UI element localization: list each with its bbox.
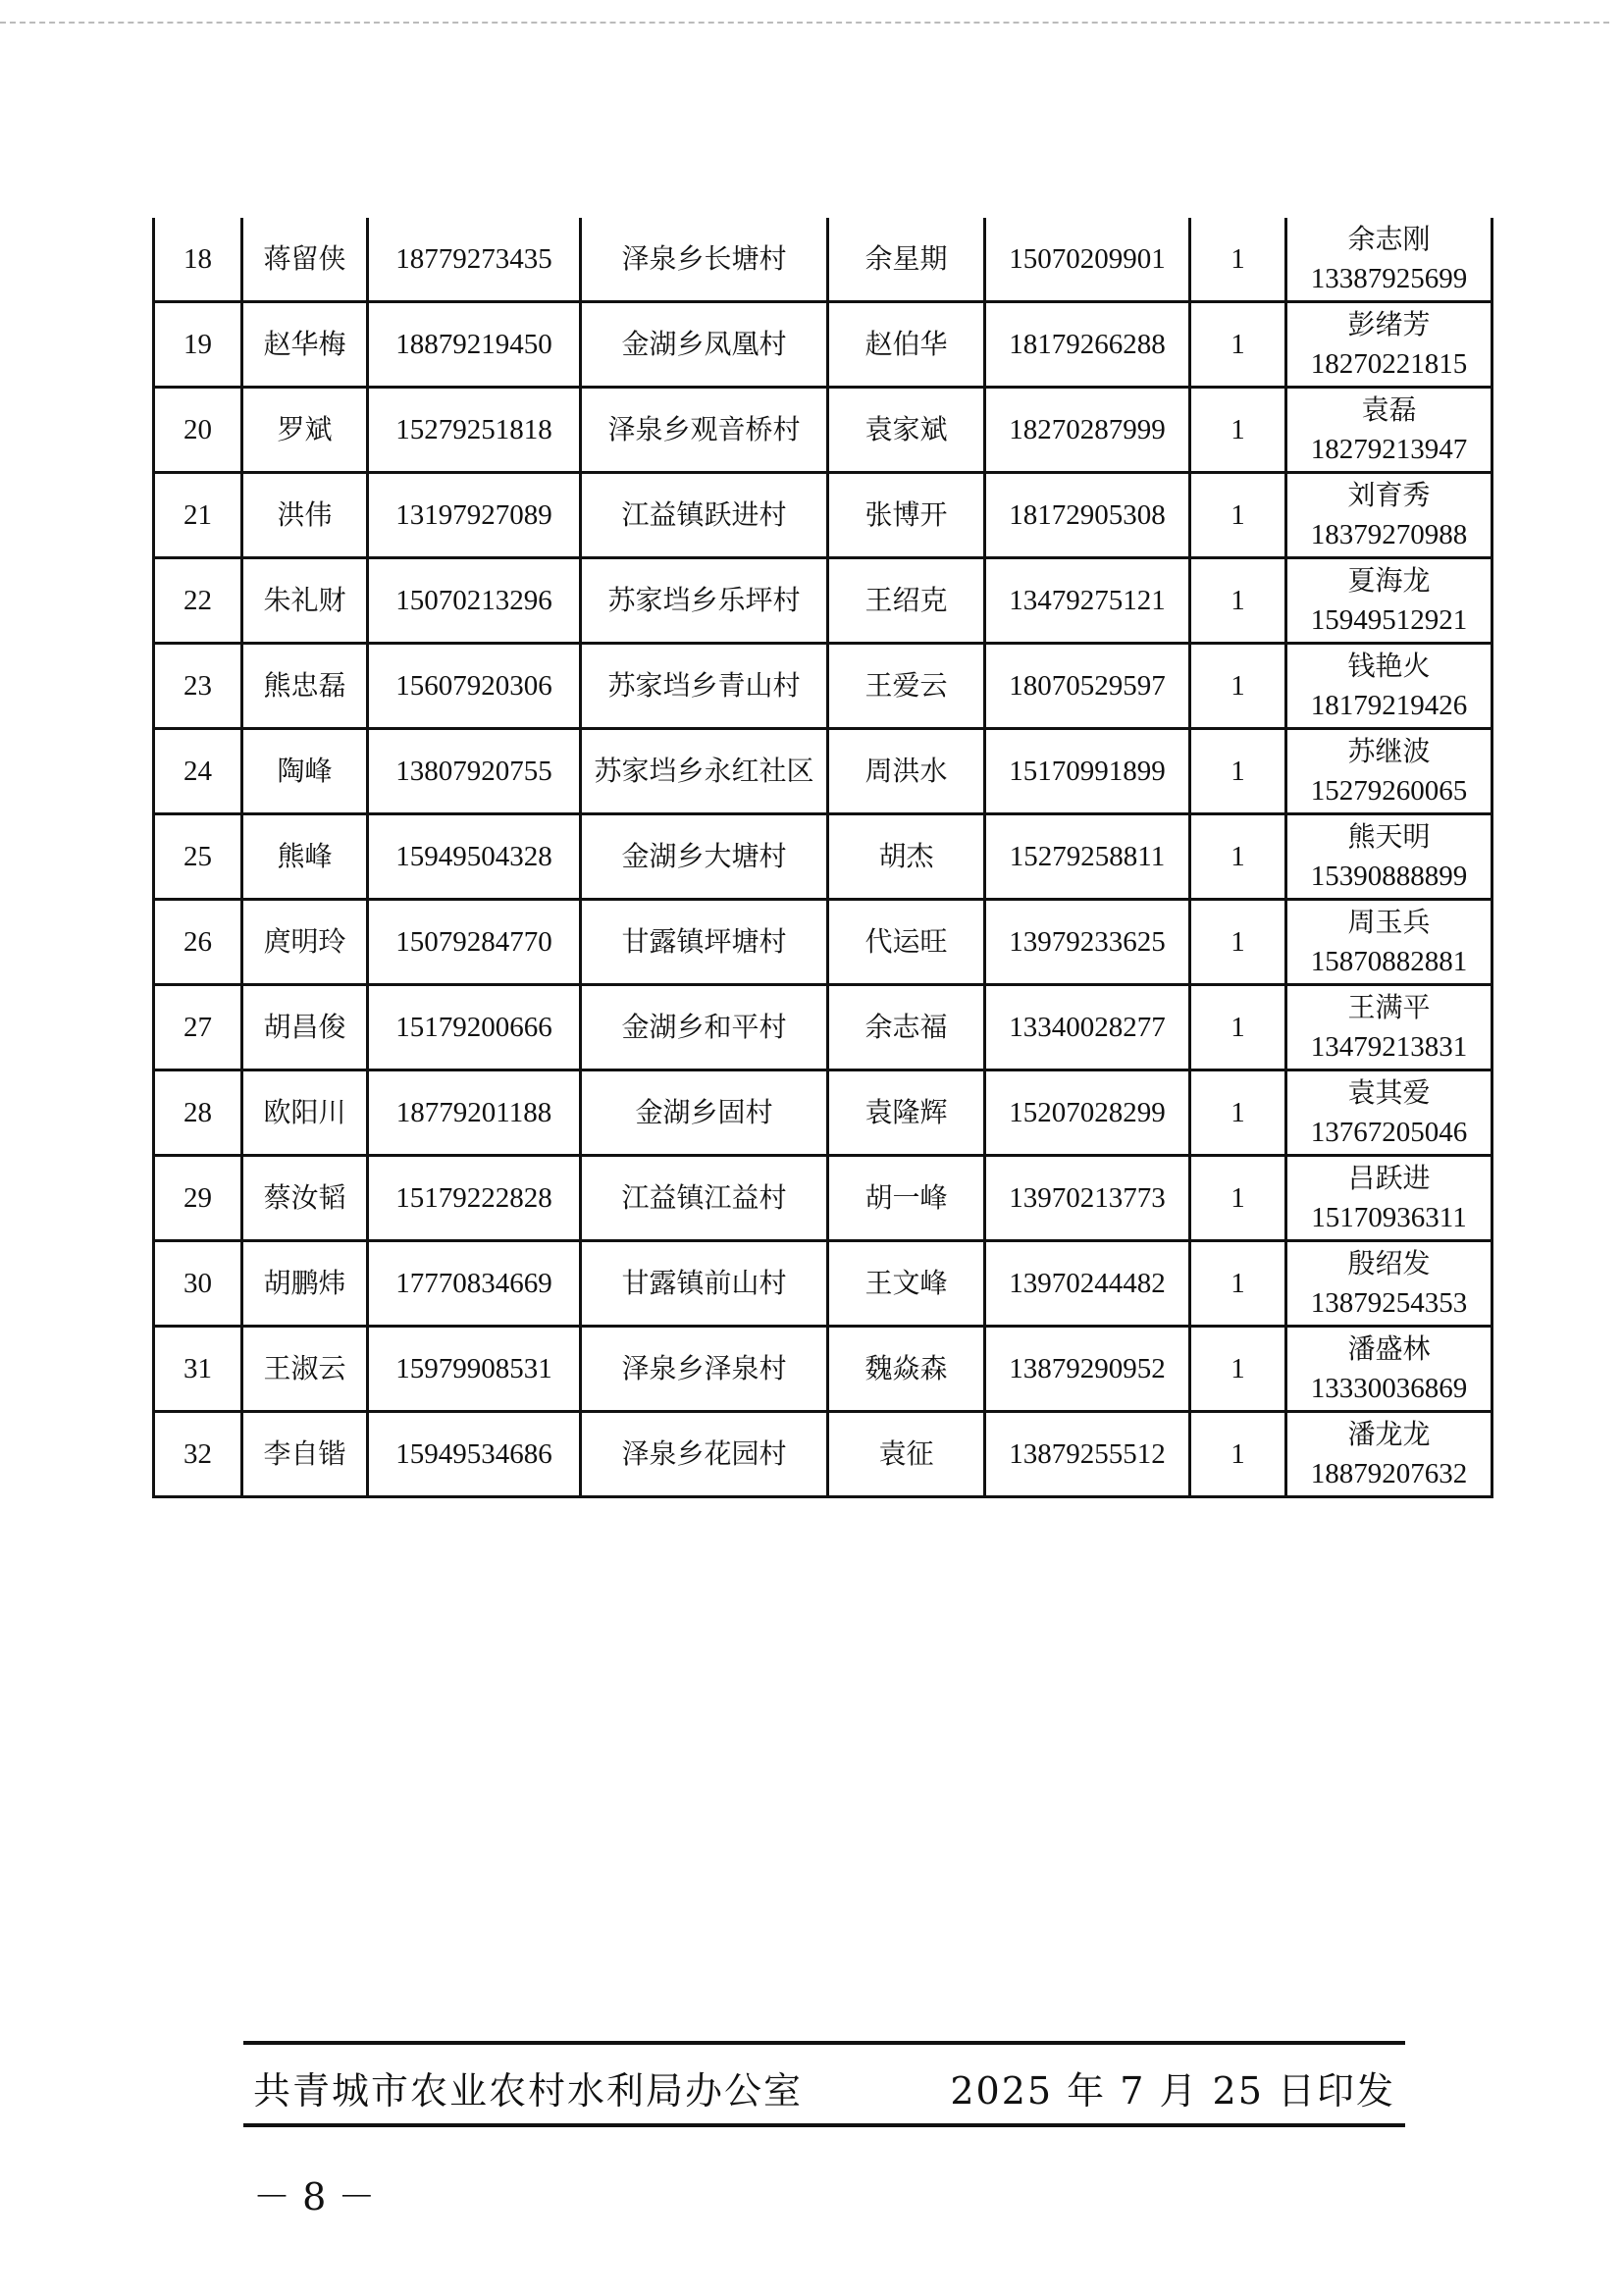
- supervisor-cell: [1286, 985, 1492, 1070]
- supervisor-cell: [1286, 729, 1492, 814]
- supervisor-phone: 15949512921: [1310, 604, 1468, 636]
- count-cell: 1: [1190, 388, 1286, 473]
- supervisor-phone: 15170936311: [1311, 1202, 1467, 1233]
- supervisor-name: 余志刚: [1347, 223, 1431, 255]
- supervisor-name: 钱艳火: [1347, 650, 1431, 682]
- row-number-cell: 20: [154, 388, 242, 473]
- count-cell: 1: [1190, 1070, 1286, 1156]
- supervisor-name: 袁其爱: [1347, 1076, 1431, 1109]
- row-number-cell: 18: [154, 218, 242, 302]
- name-cell: 朱礼财: [242, 558, 368, 644]
- count-cell: 1: [1190, 1327, 1286, 1412]
- supervisor-phone: 13330036869: [1310, 1373, 1468, 1404]
- phone-cell: 15949534686: [368, 1412, 581, 1497]
- table-row: [154, 473, 1492, 558]
- contact-name-cell: 余星期: [828, 218, 985, 302]
- village-cell: 泽泉乡泽泉村: [581, 1327, 828, 1412]
- table-row: [154, 1070, 1492, 1156]
- phone-cell: 18779273435: [368, 218, 581, 302]
- contact-phone-cell: 13979233625: [985, 900, 1190, 985]
- table-row: [154, 1412, 1492, 1497]
- supervisor-name: 王满平: [1347, 991, 1431, 1023]
- supervisor-phone: 13479213831: [1310, 1031, 1468, 1063]
- row-number-cell: 26: [154, 900, 242, 985]
- count-cell: 1: [1190, 473, 1286, 558]
- contact-name-cell: 王文峰: [828, 1241, 985, 1327]
- contact-phone-cell: 18179266288: [985, 302, 1190, 388]
- row-number-cell: 32: [154, 1412, 242, 1497]
- name-cell: 李自锴: [242, 1412, 368, 1497]
- count-cell: 1: [1190, 1241, 1286, 1327]
- contact-phone-cell: 13970244482: [985, 1241, 1190, 1327]
- supervisor-name: 袁磊: [1361, 393, 1417, 426]
- supervisor-name: 彭绪芳: [1347, 308, 1431, 340]
- name-cell: 欧阳川: [242, 1070, 368, 1156]
- contact-name-cell: 袁家斌: [828, 388, 985, 473]
- row-number-cell: 21: [154, 473, 242, 558]
- issue-date: 2025 年 7 月 25 日印发: [950, 2069, 1395, 2113]
- contact-phone-cell: 13970213773: [985, 1156, 1190, 1241]
- table-row: [154, 729, 1492, 814]
- count-cell: 1: [1190, 900, 1286, 985]
- village-cell: 甘露镇前山村: [581, 1241, 828, 1327]
- name-cell: 胡昌俊: [242, 985, 368, 1070]
- row-number-cell: 28: [154, 1070, 242, 1156]
- supervisor-phone: 15279260065: [1310, 775, 1468, 807]
- name-cell: 赵华梅: [242, 302, 368, 388]
- count-cell: 1: [1190, 644, 1286, 729]
- count-cell: 1: [1190, 729, 1286, 814]
- supervisor-name: 潘龙龙: [1347, 1418, 1431, 1450]
- row-number-cell: 19: [154, 302, 242, 388]
- count-cell: 1: [1190, 302, 1286, 388]
- count-cell: 1: [1190, 218, 1286, 302]
- supervisor-phone: 18379270988: [1310, 519, 1468, 550]
- table-row: [154, 558, 1492, 644]
- table-row: [154, 900, 1492, 985]
- name-cell: 罗斌: [242, 388, 368, 473]
- contact-phone-cell: 18070529597: [985, 644, 1190, 729]
- village-cell: 金湖乡大塘村: [581, 814, 828, 900]
- supervisor-name: 潘盛林: [1347, 1332, 1431, 1365]
- name-cell: 胡鹏炜: [242, 1241, 368, 1327]
- row-number-cell: 29: [154, 1156, 242, 1241]
- village-cell: 苏家垱乡永红社区: [581, 729, 828, 814]
- supervisor-name: 苏继波: [1347, 735, 1431, 767]
- row-number-cell: 24: [154, 729, 242, 814]
- contact-name-cell: 余志福: [828, 985, 985, 1070]
- village-cell: 江益镇江益村: [581, 1156, 828, 1241]
- name-cell: 熊忠磊: [242, 644, 368, 729]
- supervisor-name: 熊天明: [1347, 820, 1431, 853]
- supervisor-phone: 13387925699: [1310, 263, 1468, 294]
- supervisor-name: 刘育秀: [1347, 479, 1431, 511]
- supervisor-phone: 13767205046: [1310, 1117, 1468, 1148]
- table-row: [154, 985, 1492, 1070]
- contact-phone-cell: 15070209901: [985, 218, 1190, 302]
- supervisor-name: 夏海龙: [1347, 564, 1431, 597]
- contact-name-cell: 王绍克: [828, 558, 985, 644]
- contact-name-cell: 张博开: [828, 473, 985, 558]
- contact-name-cell: 袁征: [828, 1412, 985, 1497]
- supervisor-cell: [1286, 1156, 1492, 1241]
- count-cell: 1: [1190, 1156, 1286, 1241]
- row-number-cell: 31: [154, 1327, 242, 1412]
- table-row: [154, 1156, 1492, 1241]
- supervisor-name: 吕跃进: [1347, 1162, 1431, 1194]
- table-row: [154, 1241, 1492, 1327]
- supervisor-cell: [1286, 814, 1492, 900]
- contact-name-cell: 胡一峰: [828, 1156, 985, 1241]
- village-cell: 泽泉乡观音桥村: [581, 388, 828, 473]
- name-cell: 蒋留侠: [242, 218, 368, 302]
- row-number-cell: 22: [154, 558, 242, 644]
- count-cell: 1: [1190, 558, 1286, 644]
- table-row: [154, 814, 1492, 900]
- supervisor-cell: [1286, 473, 1492, 558]
- contact-phone-cell: 13879290952: [985, 1327, 1190, 1412]
- name-cell: 陶峰: [242, 729, 368, 814]
- table-row: [154, 388, 1492, 473]
- contact-phone-cell: 15207028299: [985, 1070, 1190, 1156]
- table-row: [154, 644, 1492, 729]
- supervisor-cell: [1286, 388, 1492, 473]
- village-cell: 金湖乡固村: [581, 1070, 828, 1156]
- name-cell: 洪伟: [242, 473, 368, 558]
- supervisor-cell: [1286, 558, 1492, 644]
- phone-cell: 18879219450: [368, 302, 581, 388]
- name-cell: 熊峰: [242, 814, 368, 900]
- phone-cell: 15079284770: [368, 900, 581, 985]
- contact-phone-cell: 18172905308: [985, 473, 1190, 558]
- supervisor-name: 殷绍发: [1347, 1247, 1431, 1279]
- scan-edge-line: [0, 22, 1609, 24]
- count-cell: 1: [1190, 985, 1286, 1070]
- village-cell: 苏家垱乡青山村: [581, 644, 828, 729]
- issuing-office: 共青城市农业农村水利局办公室: [253, 2069, 804, 2113]
- contact-name-cell: 袁隆辉: [828, 1070, 985, 1156]
- village-cell: 泽泉乡花园村: [581, 1412, 828, 1497]
- supervisor-cell: [1286, 218, 1492, 302]
- row-number-cell: 27: [154, 985, 242, 1070]
- row-number-cell: 30: [154, 1241, 242, 1327]
- contact-name-cell: 王爱云: [828, 644, 985, 729]
- supervisor-cell: [1286, 1327, 1492, 1412]
- contact-name-cell: 赵伯华: [828, 302, 985, 388]
- contact-phone-cell: 15279258811: [985, 814, 1190, 900]
- village-cell: 苏家垱乡乐坪村: [581, 558, 828, 644]
- name-cell: 蔡汝韬: [242, 1156, 368, 1241]
- name-cell: 庹明玲: [242, 900, 368, 985]
- contact-name-cell: 代运旺: [828, 900, 985, 985]
- phone-cell: 15279251818: [368, 388, 581, 473]
- phone-cell: 15949504328: [368, 814, 581, 900]
- phone-cell: 15979908531: [368, 1327, 581, 1412]
- personnel-table: [152, 218, 1493, 1498]
- phone-cell: 17770834669: [368, 1241, 581, 1327]
- phone-cell: 15179200666: [368, 985, 581, 1070]
- name-cell: 王淑云: [242, 1327, 368, 1412]
- village-cell: 泽泉乡长塘村: [581, 218, 828, 302]
- supervisor-cell: [1286, 1070, 1492, 1156]
- row-number-cell: 25: [154, 814, 242, 900]
- count-cell: 1: [1190, 814, 1286, 900]
- table-row: [154, 1327, 1492, 1412]
- supervisor-cell: [1286, 302, 1492, 388]
- phone-cell: 15070213296: [368, 558, 581, 644]
- table-row: [154, 302, 1492, 388]
- supervisor-phone: 18270221815: [1310, 348, 1468, 380]
- contact-phone-cell: 13879255512: [985, 1412, 1190, 1497]
- contact-phone-cell: 13340028277: [985, 985, 1190, 1070]
- contact-name-cell: 魏焱森: [828, 1327, 985, 1412]
- contact-phone-cell: 15170991899: [985, 729, 1190, 814]
- village-cell: 金湖乡和平村: [581, 985, 828, 1070]
- village-cell: 甘露镇坪塘村: [581, 900, 828, 985]
- supervisor-name: 周玉兵: [1347, 906, 1431, 938]
- supervisor-cell: [1286, 1241, 1492, 1327]
- phone-cell: 15179222828: [368, 1156, 581, 1241]
- issuance-footer: [243, 2041, 1405, 2127]
- supervisor-cell: [1286, 1412, 1492, 1497]
- count-cell: 1: [1190, 1412, 1286, 1497]
- supervisor-phone: 15870882881: [1310, 946, 1468, 977]
- phone-cell: 13197927089: [368, 473, 581, 558]
- supervisor-phone: 13879254353: [1310, 1287, 1468, 1319]
- contact-name-cell: 胡杰: [828, 814, 985, 900]
- table-row: [154, 218, 1492, 302]
- contact-phone-cell: 13479275121: [985, 558, 1190, 644]
- supervisor-phone: 18279213947: [1310, 434, 1468, 465]
- supervisor-cell: [1286, 644, 1492, 729]
- supervisor-phone: 18179219426: [1310, 690, 1468, 721]
- row-number-cell: 23: [154, 644, 242, 729]
- phone-cell: 13807920755: [368, 729, 581, 814]
- village-cell: 金湖乡凤凰村: [581, 302, 828, 388]
- village-cell: 江益镇跃进村: [581, 473, 828, 558]
- contact-name-cell: 周洪水: [828, 729, 985, 814]
- phone-cell: 15607920306: [368, 644, 581, 729]
- contact-phone-cell: 18270287999: [985, 388, 1190, 473]
- supervisor-phone: 15390888899: [1310, 861, 1468, 892]
- page-number: － 8 －: [253, 2175, 376, 2218]
- supervisor-phone: 18879207632: [1310, 1458, 1468, 1489]
- phone-cell: 18779201188: [368, 1070, 581, 1156]
- supervisor-cell: [1286, 900, 1492, 985]
